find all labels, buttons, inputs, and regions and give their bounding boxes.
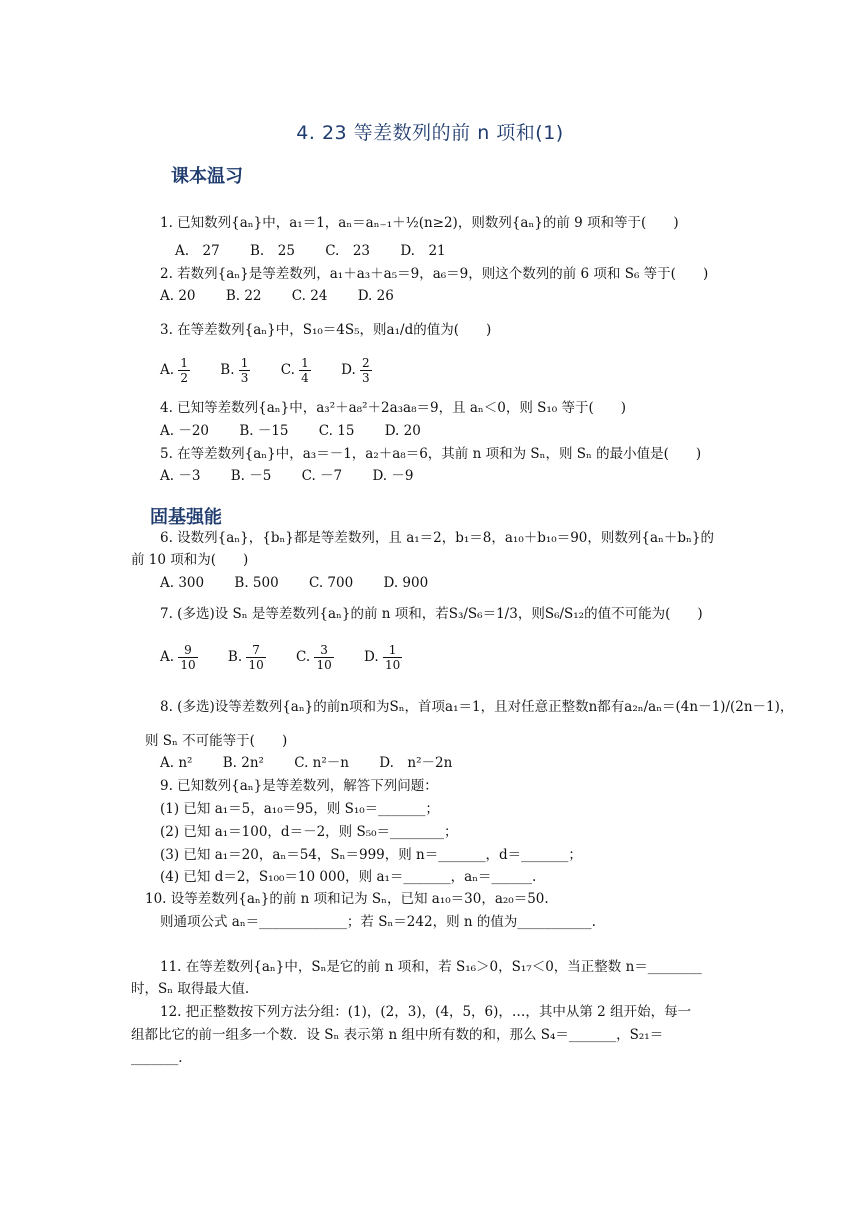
question-12: 12. 把正整数按下列方法分组：(1)，(2，3)，(4，5，6)，…，其中从第 2 组开始，每一 [160, 1004, 692, 1020]
option-a: A. n² [160, 755, 193, 771]
option-d: D. $\frac{2}{3}$ [341, 356, 370, 385]
question-3: 3. 在等差数列{aₙ}中，S₁₀＝4S₅，则a₁/d的值为( ) [160, 322, 492, 338]
option-d: D. 21 [400, 243, 446, 259]
question-11: 11. 在等差数列{aₙ}中，Sₙ是它的前 n 项和，若 S₁₆＞0，S₁₇＜0，当正整数 n＝________ [160, 959, 702, 975]
question-10: 10. 设等差数列{aₙ}的前 n 项和记为 Sₙ，已知 a₁₀＝30，a₂₀＝50. [145, 891, 549, 907]
page-title: 4. 23 等差数列的前 n 项和(1) [296, 122, 564, 144]
question-9-part-3: (3) 已知 a₁＝20，aₙ＝54，Sₙ＝999，则 n＝_______，d＝_______； [160, 847, 582, 863]
question-9-part-4: (4) 已知 d＝2，S₁₀₀＝10 000，则 a₁＝_______，aₙ＝______. [160, 869, 537, 885]
question-12-cont-2: _______. [131, 1050, 183, 1066]
option-b: B. 500 [234, 575, 279, 591]
option-d: D. n²－2n [379, 755, 453, 771]
option-a: A. －20 [160, 423, 210, 439]
option-c: C. 700 [308, 575, 354, 591]
option-d: D. 20 [384, 423, 421, 439]
question-12-cont: 组都比它的前一组多一个数．设 Sₙ 表示第 n 组中所有数的和，那么 S₄＝_______，S₂₁＝ [131, 1027, 664, 1043]
option-c: C. －7 [301, 468, 343, 484]
option-a: A. $\frac{9}{10}$ [160, 643, 196, 672]
option-b: B. $\frac{7}{10}$ [227, 643, 264, 672]
question-2-options [160, 286, 420, 306]
section-heading-review: 课本温习 [171, 166, 243, 187]
option-a: A. $\frac{1}{2}$ [160, 356, 188, 385]
section-heading-practice: 固基强能 [150, 507, 222, 528]
question-3-options [160, 356, 398, 385]
question-6: 6. 设数列{aₙ}，{bₙ}都是等差数列，且 a₁＝2，b₁＝8，a₁₀＋b₁₀＝90，则数列{aₙ＋bₙ}的 [160, 530, 714, 546]
question-5: 5. 在等差数列{aₙ}中，a₃＝－1，a₂＋a₈＝6，其前 n 项和为 Sₙ，则 Sₙ 的最小值是( ) [160, 446, 702, 462]
question-7-options [160, 643, 428, 672]
question-1-options [175, 241, 472, 261]
option-c: C. $\frac{3}{10}$ [296, 643, 332, 672]
question-9: 9. 已知数列{aₙ}是等差数列，解答下列问题： [160, 778, 438, 794]
option-a: A. 27 [175, 243, 220, 259]
option-b: B. －5 [230, 468, 272, 484]
option-c: C. n²－n [294, 755, 349, 771]
option-d: D. 26 [357, 288, 394, 304]
question-4: 4. 已知等差数列{aₙ}中，a₃²＋a₈²＋2a₃a₈＝9，且 aₙ＜0，则 S₁₀ 等于( ) [160, 400, 627, 416]
question-7: 7. (多选)设 Sₙ 是等差数列{aₙ}的前 n 项和，若S₃/S₆＝1/3，则S₆/S₁₂的值不可能为( ) [160, 606, 703, 622]
question-9-part-1: (1) 已知 a₁＝5，a₁₀＝95，则 S₁₀＝_______； [160, 801, 439, 817]
question-4-options [160, 421, 447, 441]
option-a: A. 20 [160, 288, 196, 304]
option-b: B. $\frac{1}{3}$ [220, 356, 249, 385]
option-d: D. －9 [372, 468, 414, 484]
option-b: B. 22 [225, 288, 262, 304]
option-a: A. －3 [160, 468, 201, 484]
option-b: B. 2n² [222, 755, 264, 771]
question-8: 8. (多选)设等差数列{aₙ}的前n项和为Sₙ，首项a₁＝1，且对任意正整数n都有a₂ₙ/aₙ＝(4n－1)/(2n－1)， [160, 699, 794, 715]
option-b: B. －15 [239, 423, 289, 439]
question-11-cont: 时，Sₙ 取得最大值. [131, 981, 250, 997]
question-8-cont: 则 Sₙ 不可能等于( ) [145, 733, 288, 749]
option-c: C. 24 [291, 288, 328, 304]
option-b: B. 25 [250, 243, 295, 259]
option-d: D. $\frac{1}{10}$ [364, 643, 401, 672]
option-c: C. 23 [325, 243, 371, 259]
question-10-cont: 则通项公式 aₙ＝_____________；若 Sₙ＝242，则 n 的值为___________. [160, 914, 596, 930]
option-c: C. $\frac{1}{4}$ [280, 356, 309, 385]
question-6-cont: 前 10 项和为( ) [131, 552, 249, 568]
question-5-options [160, 466, 439, 486]
question-1: 1. 已知数列{aₙ}中，a₁＝1，aₙ＝aₙ₋₁＋½(n≥2)，则数列{aₙ}的前 9 项和等于( ) [160, 215, 679, 231]
question-9-part-2: (2) 已知 a₁＝100，d＝－2，则 S₅₀＝________； [160, 824, 458, 840]
question-2: 2. 若数列{aₙ}是等差数列，a₁＋a₃＋a₅＝9，a₆＝9，则这个数列的前 6 项和 S₆ 等于( ) [160, 266, 709, 282]
option-a: A. 300 [160, 575, 205, 591]
question-6-options [160, 573, 454, 593]
option-d: D. 900 [383, 575, 429, 591]
option-c: C. 15 [318, 423, 355, 439]
question-8-options [160, 753, 478, 773]
